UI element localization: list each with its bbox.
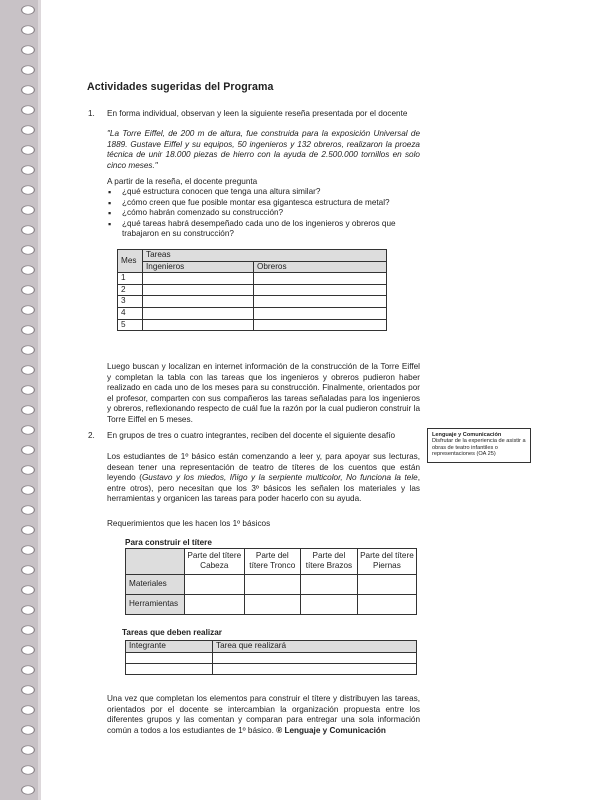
question-item: ▪ ¿cómo habrán comenzado su construcción? xyxy=(107,208,420,219)
input-cell[interactable] xyxy=(254,284,387,296)
puppet-table-title: Para construir el títere xyxy=(125,538,212,547)
story-titles: Gustavo y los miedos, Iñigo y la serpiente multicolor, No funciona la tele xyxy=(141,473,418,483)
question-item: ▪ ¿qué tareas habrá desempeñado cada uno de los ingenieros y obreros que trabajaron en su construcción? xyxy=(107,219,420,240)
input-cell[interactable] xyxy=(126,663,213,674)
table-row xyxy=(118,307,387,319)
month-cell: 2 xyxy=(118,284,143,296)
month-cell: 5 xyxy=(118,319,143,331)
table-row xyxy=(126,574,417,594)
input-cell[interactable] xyxy=(143,273,254,285)
input-cell[interactable] xyxy=(254,273,387,285)
table-row xyxy=(118,273,387,285)
input-cell[interactable] xyxy=(244,574,300,594)
input-cell[interactable] xyxy=(301,574,358,594)
input-cell[interactable] xyxy=(254,319,387,331)
input-cell[interactable] xyxy=(213,663,417,674)
page-heading: Actividades sugeridas del Programa xyxy=(87,81,274,93)
col-tronco-header: Parte del títere Tronco xyxy=(244,549,300,575)
table-row xyxy=(118,319,387,331)
input-cell[interactable] xyxy=(143,307,254,319)
closing-text: Una vez que completan los elementos para construir el títere y distribuyen las tareas, orientados por el docente se intercambian la organización propuesta entre los diferentes grupos y las comentan y comparan para entregar una sola información común a todos a los estudiantes de 1º básico. xyxy=(107,694,420,735)
input-cell[interactable] xyxy=(357,594,416,614)
empty-header xyxy=(126,549,185,575)
col-tareas-header: Tareas xyxy=(143,250,387,262)
question-item: ▪ ¿cómo creen que fue posible montar esa gigantesca estructura de metal? xyxy=(107,198,420,209)
input-cell[interactable] xyxy=(213,652,417,663)
month-cell: 3 xyxy=(118,296,143,308)
input-cell[interactable] xyxy=(143,296,254,308)
col-brazos-header: Parte del títere Brazos xyxy=(301,549,358,575)
assignments-table xyxy=(125,640,417,675)
row-label: Materiales xyxy=(126,574,185,594)
paragraph-text: , entre otros), pero necesitan que los 3º básicos les señalen los materiales y las herramientas y organicen las tareas para poder hacerlo con su ayuda. xyxy=(107,473,420,504)
input-cell[interactable] xyxy=(143,284,254,296)
input-cell[interactable] xyxy=(126,652,213,663)
activity-1-closing: Luego buscan y localizan en internet información de la construcción de la Torre Eiffel y completan la tabla con las tareas que los ingenieros y obreros pudieron haber realizado en cada uno de los meses para su construcción. Finalmente, orientados por el profesor, comparten con sus compañeros las tareas señaladas para los ingenieros y obreros, reflexionando respecto de cuál fue la razón por la cual pudieron construir la Torre Eiffel en 5 meses. xyxy=(107,362,420,424)
col-mes-header: Mes xyxy=(118,250,143,273)
table-row xyxy=(118,296,387,308)
month-cell: 4 xyxy=(118,307,143,319)
activity-1-prompt: A partir de la reseña, el docente pregunta xyxy=(107,177,258,186)
col-piernas-header: Parte del títere Piernas xyxy=(357,549,416,575)
activity-2-number: 2. xyxy=(88,431,95,440)
activity-1-quote: "La Torre Eiffel, de 200 m de altura, fue construida para la exposición Universal de 1889. Gustave Eiffel y su equipos, 50 ingenieros y 132 obreros, realizaron la proeza técnica de unir 18.000 piezas de hierro con la ayuda de 2.500.000 tornillos en solo cinco meses." xyxy=(107,129,420,170)
input-cell[interactable] xyxy=(143,319,254,331)
activity-2-closing xyxy=(107,694,420,736)
activity-2-intro: En grupos de tres o cuatro integrantes, reciben del docente el siguiente desafío xyxy=(107,431,396,440)
activity-1-questions xyxy=(107,187,420,240)
col-cabeza-header: Parte del títere Cabeza xyxy=(185,549,245,575)
col-integrante-header: Integrante xyxy=(126,641,213,653)
puppet-table xyxy=(125,548,417,615)
table-row xyxy=(126,652,417,663)
question-item: ▪ ¿qué estructura conocen que tenga una altura similar? xyxy=(107,187,420,198)
input-cell[interactable] xyxy=(254,307,387,319)
activity-1-intro: En forma individual, observan y leen la siguiente reseña presentada por el docente xyxy=(107,109,408,118)
table-row xyxy=(126,663,417,674)
tasks-table xyxy=(117,249,387,331)
input-cell[interactable] xyxy=(185,594,245,614)
requirements-label: Requerimientos que les hacen los 1º básicos xyxy=(107,519,271,528)
sidebar-note xyxy=(427,428,531,463)
col-obreros-header: Obreros xyxy=(254,261,387,273)
sidebar-note-text: Disfrutar de la experiencia de asistir a obras de teatro infantiles o representaciones (OA 25) xyxy=(432,438,526,458)
activity-1-number: 1. xyxy=(88,109,95,118)
input-cell[interactable] xyxy=(185,574,245,594)
table-row xyxy=(126,594,417,614)
month-cell: 1 xyxy=(118,273,143,285)
input-cell[interactable] xyxy=(301,594,358,614)
input-cell[interactable] xyxy=(254,296,387,308)
input-cell[interactable] xyxy=(357,574,416,594)
input-cell[interactable] xyxy=(244,594,300,614)
spiral-binding xyxy=(0,0,48,800)
sidebar-note-title: Lenguaje y Comunicación xyxy=(432,432,502,438)
paragraph-text: Los estudiantes de 1º básico están comenzando a leer y, para apoyar sus lecturas, desean tener una representación de teatro de títeres de los cuentos que están leyendo ( xyxy=(107,452,420,483)
row-label: Herramientas xyxy=(126,594,185,614)
tasks-table-title: Tareas que deben realizar xyxy=(122,628,222,637)
subject-tag: ® Lenguaje y Comunicación xyxy=(276,725,386,735)
table-row xyxy=(118,284,387,296)
col-ingenieros-header: Ingenieros xyxy=(143,261,254,273)
col-tarea-header: Tarea que realizará xyxy=(213,641,417,653)
activity-2-paragraph xyxy=(107,452,420,505)
